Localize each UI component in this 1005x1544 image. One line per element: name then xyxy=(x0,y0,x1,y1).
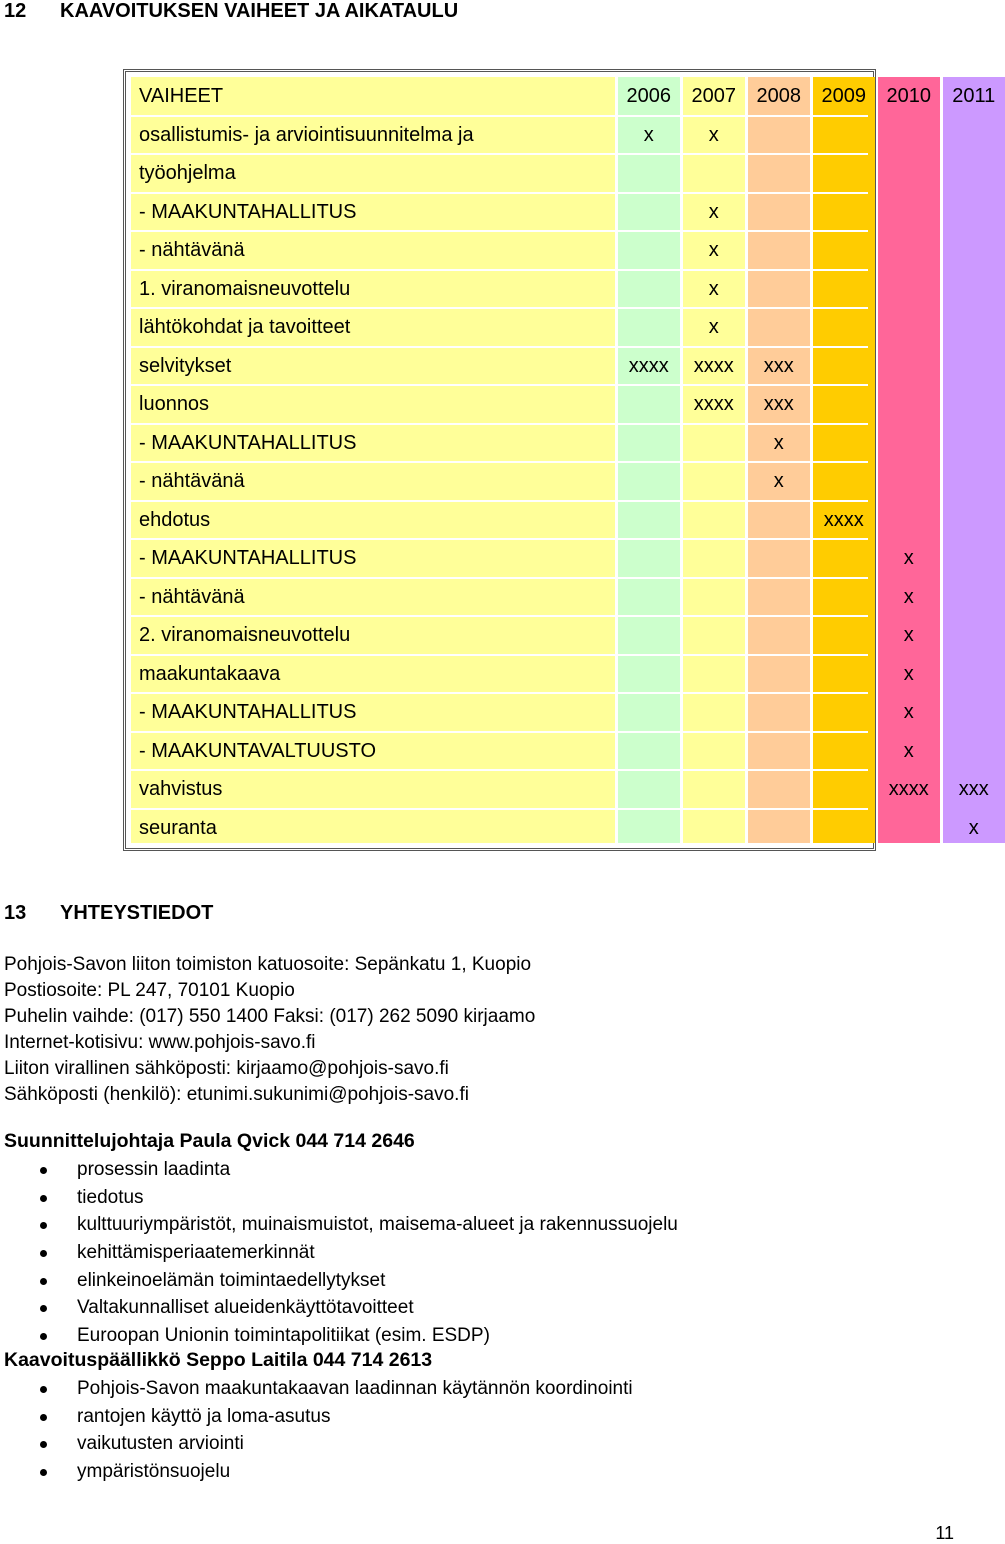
phase-label: - nähtävänä xyxy=(139,231,245,270)
schedule-mark: xxxx xyxy=(878,770,941,809)
section-title: YHTEYSTIEDOT xyxy=(60,902,213,924)
table-row xyxy=(126,809,873,848)
year-header: 2007 xyxy=(683,77,746,116)
table-row xyxy=(126,116,873,155)
responsibility-list xyxy=(0,1156,678,1350)
schedule-mark: x xyxy=(683,308,746,347)
list-item: Euroopan Unionin toimintapolitiikat (esim. ESDP) xyxy=(0,1322,678,1350)
list-item: ympäristönsuojelu xyxy=(0,1458,633,1486)
phase-label: - nähtävänä xyxy=(139,578,245,617)
phase-label: selvitykset xyxy=(139,347,231,386)
contact-info xyxy=(4,952,535,1108)
schedule-mark: xxx xyxy=(748,385,811,424)
phase-label: - MAAKUNTAHALLITUS xyxy=(139,693,356,732)
year-header: 2006 xyxy=(618,77,681,116)
schedule-mark: x xyxy=(943,809,1005,848)
schedule-mark: xxxx xyxy=(618,347,681,386)
contact-line: Liiton virallinen sähköposti: kirjaamo@pohjois-savo.fi xyxy=(4,1056,535,1082)
phase-label: - MAAKUNTAVALTUUSTO xyxy=(139,732,376,771)
year-header: 2010 xyxy=(878,77,941,116)
list-item: elinkeinoelämän toimintaedellytykset xyxy=(0,1267,678,1295)
table-row xyxy=(126,154,873,193)
phase-label: vahvistus xyxy=(139,770,222,809)
table-row xyxy=(126,193,873,232)
schedule-mark: x xyxy=(878,732,941,771)
schedule-mark: x xyxy=(683,116,746,155)
table-row xyxy=(126,539,873,578)
schedule-mark: xxxx xyxy=(683,385,746,424)
contact-line: Internet-kotisivu: www.pohjois-savo.fi xyxy=(4,1030,535,1056)
list-item: prosessin laadinta xyxy=(0,1156,678,1184)
contact-line: Sähköposti (henkilö): etunimi.sukunimi@pohjois-savo.fi xyxy=(4,1082,535,1108)
table-row xyxy=(126,732,873,771)
responsibility-list xyxy=(0,1375,633,1486)
table-row xyxy=(126,655,873,694)
table-row xyxy=(126,693,873,732)
table-row xyxy=(126,308,873,347)
year-header: 2011 xyxy=(943,77,1005,116)
section-13-heading xyxy=(4,902,213,925)
schedule-mark: x xyxy=(683,270,746,309)
phase-label: maakuntakaava xyxy=(139,655,280,694)
phase-label: seuranta xyxy=(139,809,217,848)
table-row xyxy=(126,270,873,309)
phase-label: luonnos xyxy=(139,385,209,424)
schedule-mark: xxxx xyxy=(813,501,876,540)
table-row xyxy=(126,501,873,540)
schedule-mark: x xyxy=(618,116,681,155)
schedule-mark: x xyxy=(683,193,746,232)
phase-label: - MAAKUNTAHALLITUS xyxy=(139,193,356,232)
table-row xyxy=(126,616,873,655)
table-row xyxy=(126,347,873,386)
schedule-mark: xxx xyxy=(748,347,811,386)
schedule-mark: x xyxy=(878,539,941,578)
list-item: vaikutusten arviointi xyxy=(0,1430,633,1458)
contact-line: Pohjois-Savon liiton toimiston katuosoite: Sepänkatu 1, Kuopio xyxy=(4,952,535,978)
table-row xyxy=(126,462,873,501)
header-label: VAIHEET xyxy=(139,77,223,116)
year-column-bg xyxy=(943,77,1005,843)
section-number: 12 xyxy=(4,0,60,23)
list-item: Valtakunnalliset alueidenkäyttötavoitteet xyxy=(0,1294,678,1322)
section-title: KAAVOITUKSEN VAIHEET JA AIKATAULU xyxy=(60,0,458,22)
list-item: kulttuuriympäristöt, muinaismuistot, maisema-alueet ja rakennussuojelu xyxy=(0,1211,678,1239)
schedule-mark: x xyxy=(878,616,941,655)
person-heading: Kaavoituspäällikkö Seppo Laitila 044 714 2613 xyxy=(4,1349,432,1372)
table-row xyxy=(126,578,873,617)
phase-label: 1. viranomaisneuvottelu xyxy=(139,270,350,309)
contact-line: Puhelin vaihde: (017) 550 1400 Faksi: (017) 262 5090 kirjaamo xyxy=(4,1004,535,1030)
phase-label: 2. viranomaisneuvottelu xyxy=(139,616,350,655)
table-row xyxy=(126,231,873,270)
schedule-mark: xxxx xyxy=(683,347,746,386)
schedule-mark: x xyxy=(878,655,941,694)
section-number: 13 xyxy=(4,902,60,925)
table-row xyxy=(126,770,873,809)
list-item: Pohjois-Savon maakuntakaavan laadinnan käytännön koordinointi xyxy=(0,1375,633,1403)
phase-label: - MAAKUNTAHALLITUS xyxy=(139,539,356,578)
person-heading: Suunnittelujohtaja Paula Qvick 044 714 2646 xyxy=(4,1130,415,1153)
phase-label: - nähtävänä xyxy=(139,462,245,501)
schedule-mark: xxx xyxy=(943,770,1005,809)
list-item: kehittämisperiaatemerkinnät xyxy=(0,1239,678,1267)
phase-label: osallistumis- ja arviointisuunnitelma ja xyxy=(139,116,474,155)
section-12-heading xyxy=(4,0,458,23)
table-row xyxy=(126,424,873,463)
header-row xyxy=(126,77,873,116)
schedule-mark: x xyxy=(683,231,746,270)
schedule-mark: x xyxy=(878,693,941,732)
page-number: 11 xyxy=(935,1523,954,1544)
year-header: 2008 xyxy=(748,77,811,116)
schedule-mark: x xyxy=(878,578,941,617)
phase-label: ehdotus xyxy=(139,501,210,540)
schedule-mark: x xyxy=(748,424,811,463)
list-item: rantojen käyttö ja loma-asutus xyxy=(0,1403,633,1431)
year-header: 2009 xyxy=(813,77,876,116)
contact-line: Postiosoite: PL 247, 70101 Kuopio xyxy=(4,978,535,1004)
schedule-mark: x xyxy=(748,462,811,501)
phase-label: - MAAKUNTAHALLITUS xyxy=(139,424,356,463)
phase-label: lähtökohdat ja tavoitteet xyxy=(139,308,350,347)
schedule-table xyxy=(123,69,876,851)
table-row xyxy=(126,385,873,424)
list-item: tiedotus xyxy=(0,1184,678,1212)
phase-label: työohjelma xyxy=(139,154,236,193)
